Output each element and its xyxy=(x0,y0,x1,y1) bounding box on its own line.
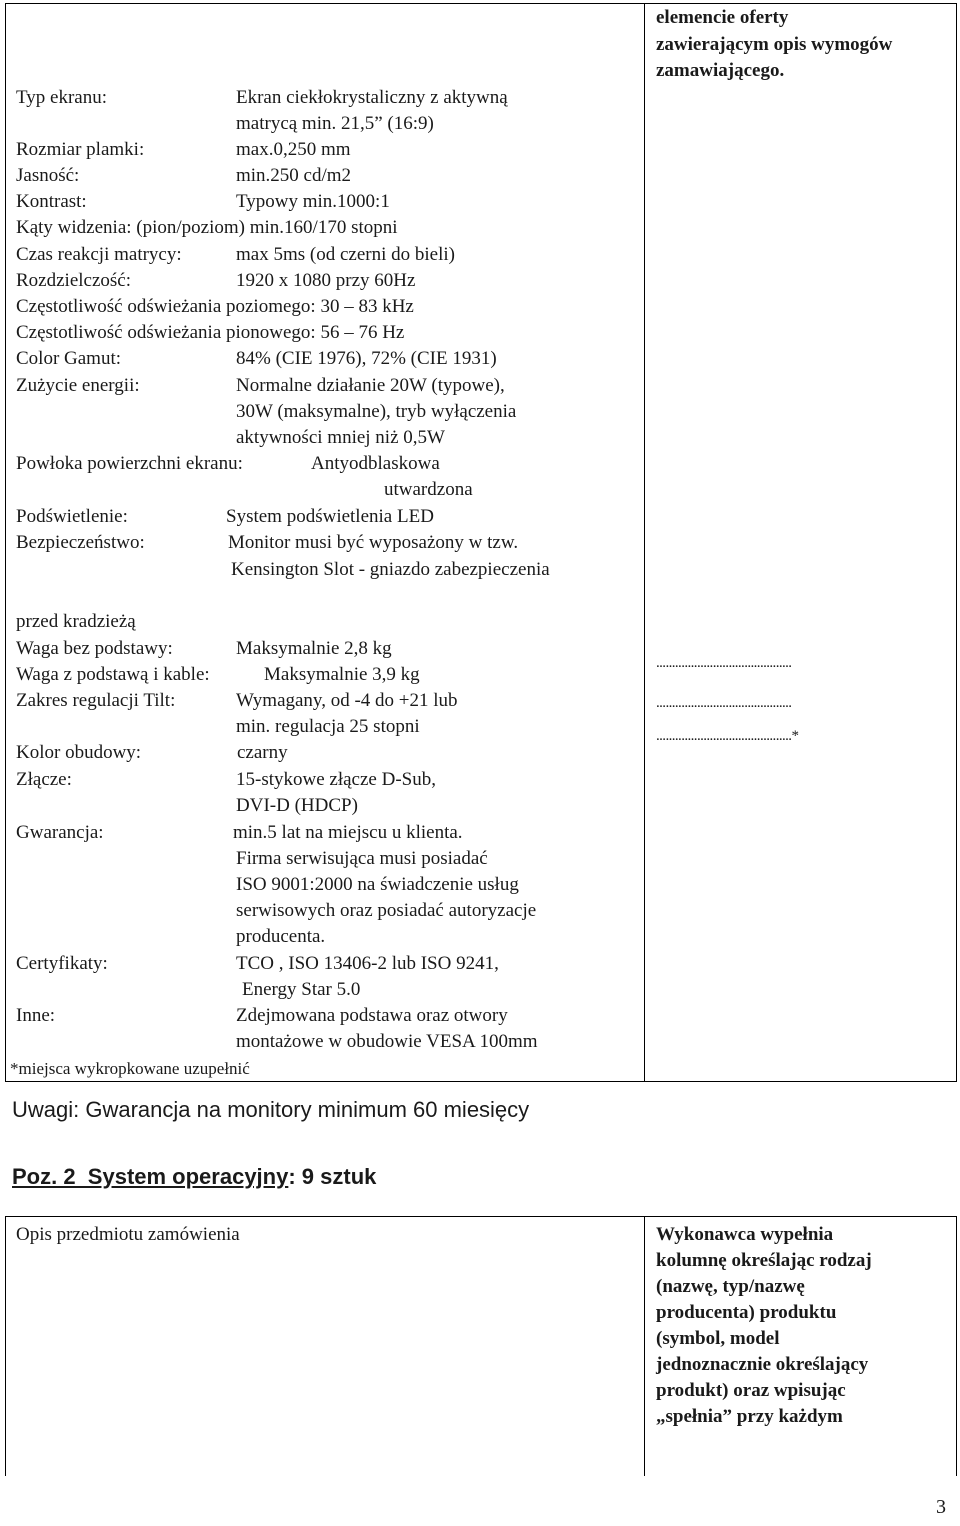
spec-value-certyfikaty-1: TCO , ISO 13406-2 lub ISO 9241, xyxy=(236,953,499,974)
table2-right-header-4: producenta) produktu xyxy=(656,1302,837,1323)
spec-label-kolor-obudowy: Kolor obudowy: xyxy=(16,742,142,763)
spec-value-zlacze-1: 15-stykowe złącze D-Sub, xyxy=(236,769,436,790)
spec-czestotliwosc-pionowa: Częstotliwość odświeżania pionowego: 56 – 76 Hz xyxy=(16,322,405,343)
spec-label-rozdzielczosc: Rozdzielczość: xyxy=(16,270,132,291)
table2-left-header: Opis przedmiotu zamówienia xyxy=(16,1224,240,1245)
spec-value-zlacze-2: DVI-D (HDCP) xyxy=(236,795,358,816)
table2-right-border xyxy=(956,1216,957,1476)
spec-label-inne: Inne: xyxy=(16,1005,56,1026)
spec-label-bezpieczenstwo: Bezpieczeństwo: xyxy=(16,532,145,553)
spec-value-podswietlenie: System podświetlenia LED xyxy=(226,506,434,527)
right-header-line-2: zawierającym opis wymogów xyxy=(656,34,893,55)
spec-label-czas-reakcji: Czas reakcji matrycy: xyxy=(16,244,182,265)
spec-value-gwarancja-1: min.5 lat na miejscu u klienta. xyxy=(233,822,463,843)
page-number: 3 xyxy=(936,1496,946,1518)
table2-right-header-2: kolumnę określając rodzaj xyxy=(656,1250,872,1271)
spec-value-bezpieczenstwo-1: Monitor musi być wyposażony w tzw. xyxy=(228,532,519,553)
spec-value-rozmiar-plamki: max.0,250 mm xyxy=(236,139,351,160)
table2-right-header-7: produkt) oraz wpisując xyxy=(656,1380,846,1401)
spec-value-rozdzielczosc: 1920 x 1080 przy 60Hz xyxy=(236,270,416,291)
table1-column-divider xyxy=(644,3,645,1081)
spec-label-kontrast: Kontrast: xyxy=(16,191,87,212)
spec-label-color-gamut: Color Gamut: xyxy=(16,348,122,369)
spec-value-bezpieczenstwo-2: Kensington Slot - gniazdo zabezpieczenia xyxy=(231,559,550,580)
spec-value-gwarancja-4: serwisowych oraz posiadać autoryzacje xyxy=(236,900,537,921)
spec-label-zlacze: Złącze: xyxy=(16,769,72,790)
table1-top-border xyxy=(5,3,957,4)
spec-value-zuzycie-1: Normalne działanie 20W (typowe), xyxy=(236,375,505,396)
spec-czestotliwosc-pozioma: Częstotliwość odświeżania poziomego: 30 – 83 kHz xyxy=(16,296,414,317)
right-header-line-3: zamawiającego. xyxy=(656,60,785,81)
spec-label-typ-ekranu: Typ ekranu: xyxy=(16,87,108,108)
spec-value-waga-bez-podstawy: Maksymalnie 2,8 kg xyxy=(236,638,392,659)
spec-value-jasnosc: min.250 cd/m2 xyxy=(236,165,352,186)
spec-value-gwarancja-3: ISO 9001:2000 na świadczenie usług xyxy=(236,874,519,895)
spec-value-zakres-tilt-2: min. regulacja 25 stopni xyxy=(236,716,420,737)
table2-column-divider xyxy=(644,1216,645,1476)
spec-value-inne-2: montażowe w obudowie VESA 100mm xyxy=(236,1031,538,1052)
spec-katy-widzenia: Kąty widzenia: (pion/poziom) min.160/170 stopni xyxy=(16,217,398,238)
spec-label-waga-bez-podstawy: Waga bez podstawy: xyxy=(16,638,173,659)
spec-value-inne-1: Zdejmowana podstawa oraz otwory xyxy=(236,1005,508,1026)
spec-value-czas-reakcji: max 5ms (od czerni do bieli) xyxy=(236,244,455,265)
section-2-heading-underlined: Poz. 2 System operacyjny xyxy=(12,1164,289,1189)
spec-value-powloka-2: utwardzona xyxy=(384,479,473,500)
spec-value-waga-z-podstawa: Maksymalnie 3,9 kg xyxy=(264,664,420,685)
section-2-heading-rest: : 9 sztuk xyxy=(288,1164,377,1189)
table2-right-header-5: (symbol, model xyxy=(656,1328,780,1349)
spec-label-certyfikaty: Certyfikaty: xyxy=(16,953,108,974)
spec-value-typ-ekranu-1: Ekran ciekłokrystaliczny z aktywną xyxy=(236,87,508,108)
spec-value-zakres-tilt-1: Wymagany, od -4 do +21 lub xyxy=(236,690,458,711)
spec-label-waga-z-podstawa: Waga z podstawą i kable: xyxy=(16,664,210,685)
spec-value-color-gamut: 84% (CIE 1976), 72% (CIE 1931) xyxy=(236,348,497,369)
table2-right-header-8: „spełnia” przy każdym xyxy=(656,1406,843,1427)
table2-right-header-1: Wykonawca wypełnia xyxy=(656,1224,834,1245)
table2-left-border xyxy=(5,1216,6,1476)
spec-value-gwarancja-5: producenta. xyxy=(236,926,326,947)
fill-in-field-1[interactable]: ........................................... xyxy=(656,655,792,671)
footnote: *miejsca wykropkowane uzupełnić xyxy=(10,1059,250,1078)
table1-right-border xyxy=(956,3,957,1081)
spec-label-podswietlenie: Podświetlenie: xyxy=(16,506,128,527)
spec-value-zuzycie-3: aktywności mniej niż 0,5W xyxy=(236,427,445,448)
spec-label-powloka: Powłoka powierzchni ekranu: xyxy=(16,453,243,474)
spec-label-jasnosc: Jasność: xyxy=(16,165,80,186)
spec-label-zakres-tilt: Zakres regulacji Tilt: xyxy=(16,690,176,711)
spec-value-zuzycie-2: 30W (maksymalne), tryb wyłączenia xyxy=(236,401,517,422)
table2-top-border xyxy=(5,1216,957,1217)
fill-in-field-2[interactable]: ........................................... xyxy=(656,695,792,711)
table2-right-header-3: (nazwę, typ/nazwę xyxy=(656,1276,805,1297)
table2-right-header-6: jednoznacznie określający xyxy=(656,1354,869,1375)
spec-value-certyfikaty-2: Energy Star 5.0 xyxy=(242,979,361,1000)
table1-left-border xyxy=(5,3,6,1081)
spec-value-gwarancja-2: Firma serwisująca musi posiadać xyxy=(236,848,488,869)
spec-label-zuzycie-energii: Zużycie energii: xyxy=(16,375,140,396)
spec-value-powloka-1: Antyodblaskowa xyxy=(311,453,440,474)
spec-label-rozmiar-plamki: Rozmiar plamki: xyxy=(16,139,145,160)
spec-value-kolor-obudowy: czarny xyxy=(237,742,288,763)
uwagi-note: Uwagi: Gwarancja na monitory minimum 60 miesięcy xyxy=(12,1097,530,1122)
section-2-heading xyxy=(12,1162,376,1192)
spec-value-bezpieczenstwo-3: przed kradzieżą xyxy=(16,611,136,632)
spec-value-kontrast: Typowy min.1000:1 xyxy=(236,191,390,212)
fill-in-field-3[interactable]: ...........................................* xyxy=(656,728,799,744)
spec-label-gwarancja: Gwarancja: xyxy=(16,822,104,843)
right-header-line-1: elemencie oferty xyxy=(656,7,789,28)
spec-value-typ-ekranu-2: matrycą min. 21,5” (16:9) xyxy=(236,113,434,134)
